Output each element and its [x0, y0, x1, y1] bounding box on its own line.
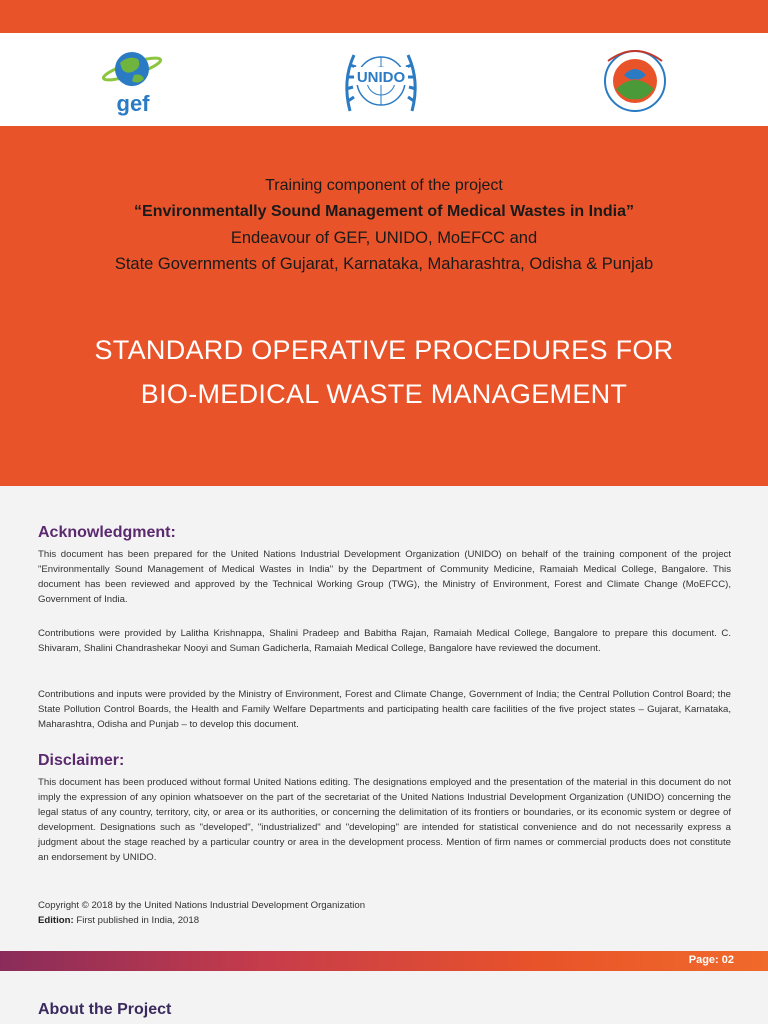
project-name: “Environmentally Sound Management of Medical Wastes in India”	[134, 203, 634, 220]
state-governments-line: State Governments of Gujarat, Karnataka, Maharashtra, Odisha & Punjab	[114, 255, 654, 273]
acknowledgment-paragraph-2: Contributions were provided by Lalitha Krishnappa, Shalini Pradeep and Babitha Rajan, Ramaiah Medical College, Bangalore to prepare this document. C. Shivaram, Shalini Chandrashekar Nooyi and Suman Gadicherla, Ramaiah Medical College, Bangalore have reviewed the document.	[38, 628, 731, 654]
acknowledgment-heading: Acknowledgment:	[38, 524, 176, 541]
page-footer-band	[0, 951, 768, 971]
title-banner	[0, 126, 768, 486]
edition-line	[38, 913, 199, 928]
copyright-line: Copyright © 2018 by the United Nations Industrial Development Organization	[38, 900, 366, 911]
page-number: Page: 02	[688, 954, 734, 966]
document-title-line-1: STANDARD OPERATIVE PROCEDURES FOR	[94, 335, 674, 365]
top-color-strip	[0, 0, 768, 33]
gef-logo	[98, 41, 168, 117]
project-intro-line: Training component of the project	[265, 177, 503, 194]
edition-value: First published in India, 2018	[73, 915, 200, 926]
logo-bar	[0, 33, 768, 126]
acknowledgment-paragraph-3: Contributions and inputs were provided by the Ministry of Environment, Forest and Climate Change, Government of India; the Central Pollution Control Board; the State Pollution Control Boards, the Health and Family Welfare Departments and participating health care facilities of the five project states – Gujarat, Karnataka, Maharashtra, Odisha and Punjab – to develop this document.	[38, 689, 731, 730]
about-project-heading: About the Project	[38, 1001, 172, 1018]
acknowledgment-paragraph-1: This document has been prepared for the United Nations Industrial Development Organization (UNIDO) on behalf of the training component of the project "Environmentally Sound Management of Medical Wastes in India" by the Department of Community Medicine, Ramaiah Medical College, Bangalore. This document has been reviewed and approved by the Technical Working Group (TWG), the Ministry of Environment, Forest and Climate Change (MoEFCC), Government of India.	[38, 549, 731, 605]
next-page-area	[0, 971, 768, 1024]
endeavour-line: Endeavour of GEF, UNIDO, MoEFCC and	[230, 229, 538, 247]
content-area	[0, 486, 768, 951]
moefcc-emblem	[598, 41, 672, 119]
edition-label: Edition:	[38, 915, 74, 926]
gef-wordmark: gef	[116, 91, 150, 116]
disclaimer-paragraph: This document has been produced without formal United Nations editing. The designations employed and the presentation of the material in this document do not imply the expression of any opinion whatsoever on the part of the secretariat of the United Nations Industrial Development Organization (UNIDO) concerning the legal status of any country, territory, city, or area or its authorities, or concerning the delimitation of its frontiers or boundaries, or its economic system or degree of development. Designations such as "developed", "industrialized" and "developing" are intended for statistical convenience and do not necessarily express a judgment about the stage reached by a particular country or area in the development process. Mention of firm names or commercial products does not constitute an endorsement by UNIDO.	[38, 777, 731, 863]
unido-wordmark: UNIDO	[356, 69, 406, 86]
disclaimer-heading: Disclaimer:	[38, 752, 125, 769]
unido-logo	[340, 41, 422, 119]
document-title-line-2: BIO-MEDICAL WASTE MANAGEMENT	[140, 379, 628, 409]
